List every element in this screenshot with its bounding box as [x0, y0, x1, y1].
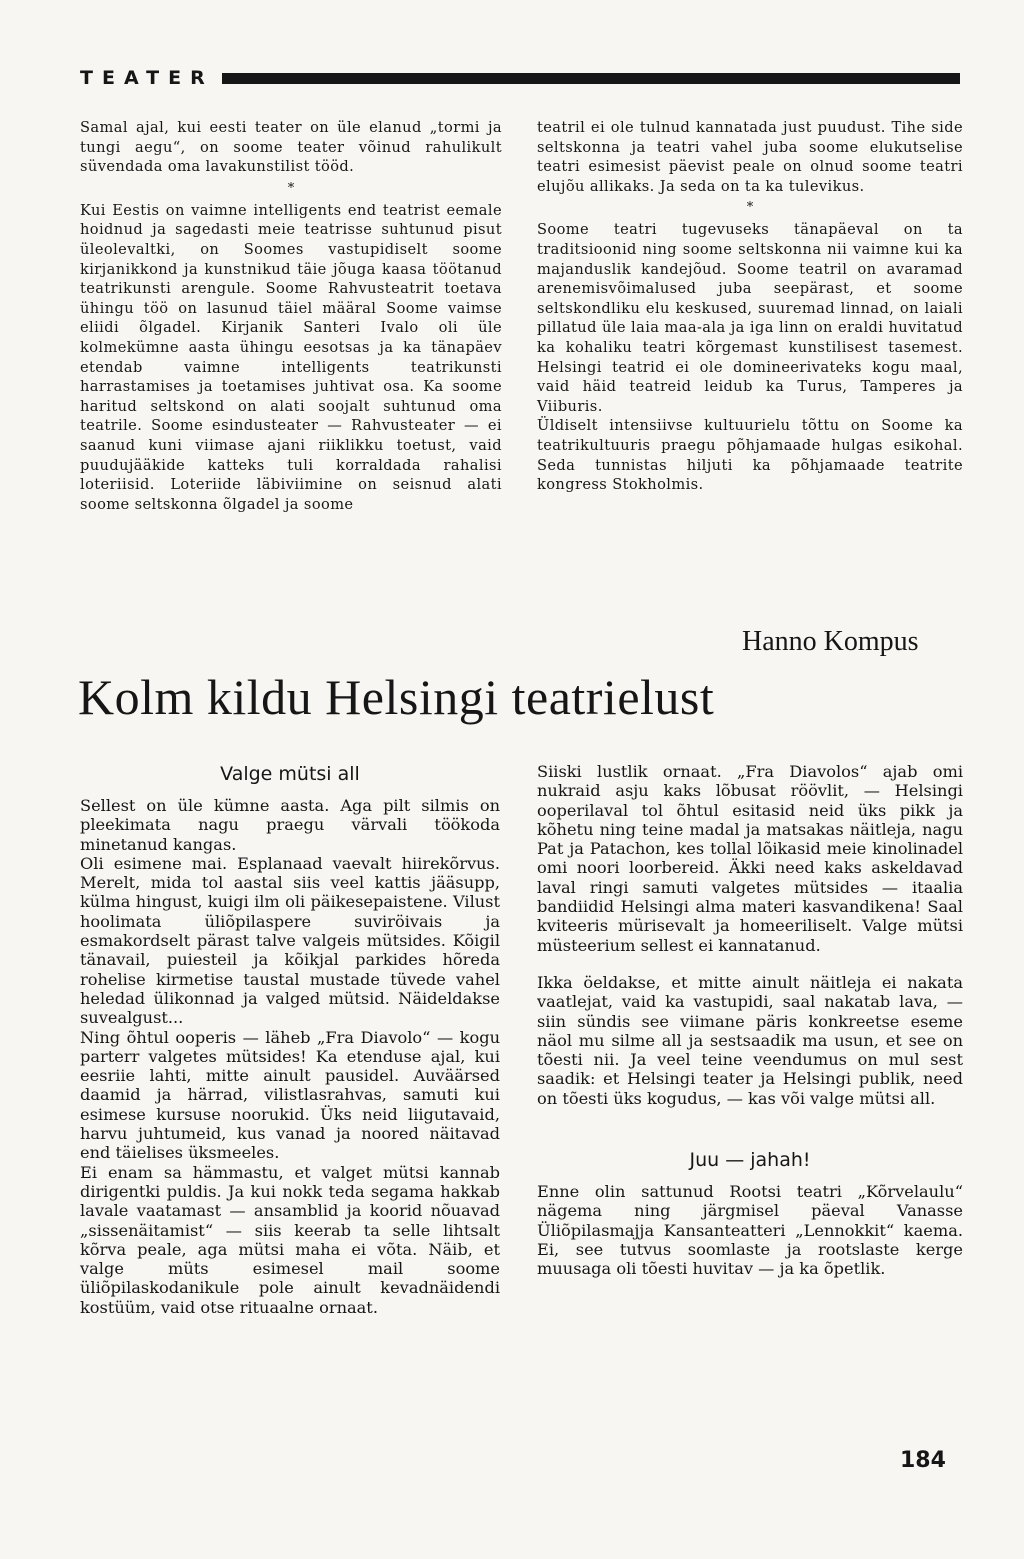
- paragraph: Sellest on üle kümne aasta. Aga pilt silmis on pleekimata nagu praegu värvali töökoda minetanud kangas.: [80, 796, 500, 854]
- bottom-right-column: [537, 762, 963, 1279]
- paragraph: Siiski lustlik ornaat. „Fra Diavolos“ ajab omi nukraid asju kaks lõbusat röövlit, — Helsingi ooperilaval tol õhtul esitasid neid üks pikk ja kõhetu ning teine madal ja matsakas näitleja, nagu Pat ja Patachon, kes tollal lõikasid meie kinolinadel omi noori loorbereid. Äkki need kaks askeldavad laval ringi samuti valgetes mütsides — itaalia bandiidid Helsingi alma materi kasvandikena! Saal kviteeris mürisevalt ja homeeriliselt. Valge mütsi müsteerium sellest ei kannatanud.: [537, 762, 963, 955]
- top-left-column: [80, 118, 502, 514]
- paragraph: Üldiselt intensiivse kultuurielu tõttu on Soome ka teatrikultuuris praegu põhjamaade hulgas esikohal. Seda tunnistas hiljuti ka põhjamaade teatrite kongress Stokholmis.: [537, 417, 963, 494]
- separator: *: [287, 180, 295, 196]
- paragraph: Soome teatri tugevuseks tänapäeval on ta traditsioonid ning soome seltskonna nii vaimne kui ka majanduslik kandejõud. Soome teatril on avaramad arenemisvõimalused juba seepärast, et soome seltskondliku elu keskused, suuremad linnad, on laiali pillatud üle laia maa-ala ja iga linn on eraldi huvitatud ka kohaliku teatri kõrgemast kunstilisest tasemest. Helsingi teatrid ei ole domineerivateks kogu maal, vaid häid teatreid leidub ka Turus, Tamperes ja Viiburis.: [537, 221, 963, 415]
- top-right-column: [537, 118, 963, 495]
- article-author: Hanno Kompus: [742, 626, 919, 657]
- page-number: 184: [900, 1448, 946, 1473]
- paragraph: Ikka öeldakse, et mitte ainult näitleja ei nakata vaatlejat, vaid ka vastupidi, saal nakatab lava, — siin sündis see viimane päris konkreetse eseme näol mu silme all ja sestsaadik ma usun, et see on tõesti nii. Ja veel teine veendumus on mul sest saadik: et Helsingi teater ja Helsingi publik, need on tõesti üks kogudus, — kas või valge mütsi all.: [537, 972, 963, 1108]
- page-header: [80, 62, 960, 94]
- paragraph: Oli esimene mai. Esplanaad vaevalt hiirekõrvus. Merelt, mida tol aastal siis veel kattis jääsupp, külma hingust, kuigi ilm oli päikesepaistene. Vilust hoolimata üliõpilaspere suviröivais ja esmakordselt pärast talve valgeis mütsides. Kõigil tänavail, puiesteil ja kõikjal parkides hõreda rohelise kirmetise taustal mustade tüvede vahel heledad ülikonnad ja valged mütsid. Näideldakse suvealgust...: [80, 853, 500, 1028]
- paragraph: Enne olin sattunud Rootsi teatri „Kõrvelaulu“ nägema ning järgmisel päeval Vanasse Üliõpilasmajja Kansanteatteri „Lennokkit“ kaema. Ei, see tutvus soomlaste ja rootslaste kerge muusaga oli tõesti huvitav — ja ka õpetlik.: [537, 1182, 963, 1279]
- paragraph: Kui Eestis on vaimne intelligents end teatrist eemale hoidnud ja sagedasti meie teatrisse suhtunud pisut üleolevaltki, on Soomes vastupidiselt soome kirjanikkond ja kunstnikud täie jõuga kaasa töötanud teatrikunsti arengule. Soome Rahvusteatrit toetava ühingu töö on lasunud täiel määral Soome vaimse eliidi õlgadel. Kirjanik Santeri Ivalo oli üle kolmekümne aasta ühingu eesotsas ja ka tänapäev etendab vaimne intelligents teatrikunsti harrastamises ja toetamises juhtivat osa. Ka soome haritud seltskond on alati soojalt suhtunud oma teatrile. Soome esindusteater — Rahvusteater — ei saanud kuni viimase ajani riiklikku toetust, vaid puudujääkide katteks tuli korraldada rahalisi loteriisid. Loteriide läbiviimine on seisnud alati soome seltskonna õlgadel ja soome: [80, 201, 502, 513]
- article-headline: Kolm kildu Helsingi teatrielust: [78, 669, 715, 725]
- spacer: [537, 955, 963, 973]
- section-heading: Valge mütsi all: [220, 763, 360, 785]
- paragraph: Ei enam sa hämmastu, et valget mütsi kannab dirigentki puldis. Ja kui nokk teda segama hakkab lavale vaatamast — ansamblid ja koorid nõuavad „sissenäitamist“ — siis keerab ta selle lihtsalt kõrva peale, aga mütsi maha ei võta. Näib, et valge müts esimesel mail soome üliõpilaskodanikule pole ainult kevadnäidendi kostüüm, vaid otse rituaalne ornaat.: [80, 1162, 500, 1317]
- paragraph: teatril ei ole tulnud kannatada just puudust. Tihe side seltskonna ja teatri vahel juba soome elukutselise teatri esimesist päevist peale on olnud soome teatri elujõu allikaks. Ja seda on ta ka tulevikus.: [537, 119, 963, 195]
- paragraph: Samal ajal, kui eesti teater on üle elanud „tormi ja tungi aegu“, on soome teater võinud rahulikult süvendada oma lavakunstilist tööd.: [80, 119, 502, 176]
- separator: *: [746, 200, 754, 216]
- section-title: TEATER: [80, 67, 214, 89]
- paragraph: Ning õhtul ooperis — läheb „Fra Diavolo“ — kogu parterr valgetes mütsides! Ka etenduse ajal, kui eesriie lahti, mitte ainult pausidel. Auväärsed daamid ja härrad, vilistlasrahvas, samuti kui esimese kursuse noorukid. Üks neid liigutavaid, harvu juhtumeid, kus vanad ja noored näitavad end täielises üksmeeles.: [80, 1027, 500, 1163]
- bottom-left-column: [80, 762, 500, 1317]
- spacer: [537, 1108, 963, 1148]
- header-rule: [222, 73, 960, 84]
- section-heading: Juu — jahah!: [689, 1149, 811, 1172]
